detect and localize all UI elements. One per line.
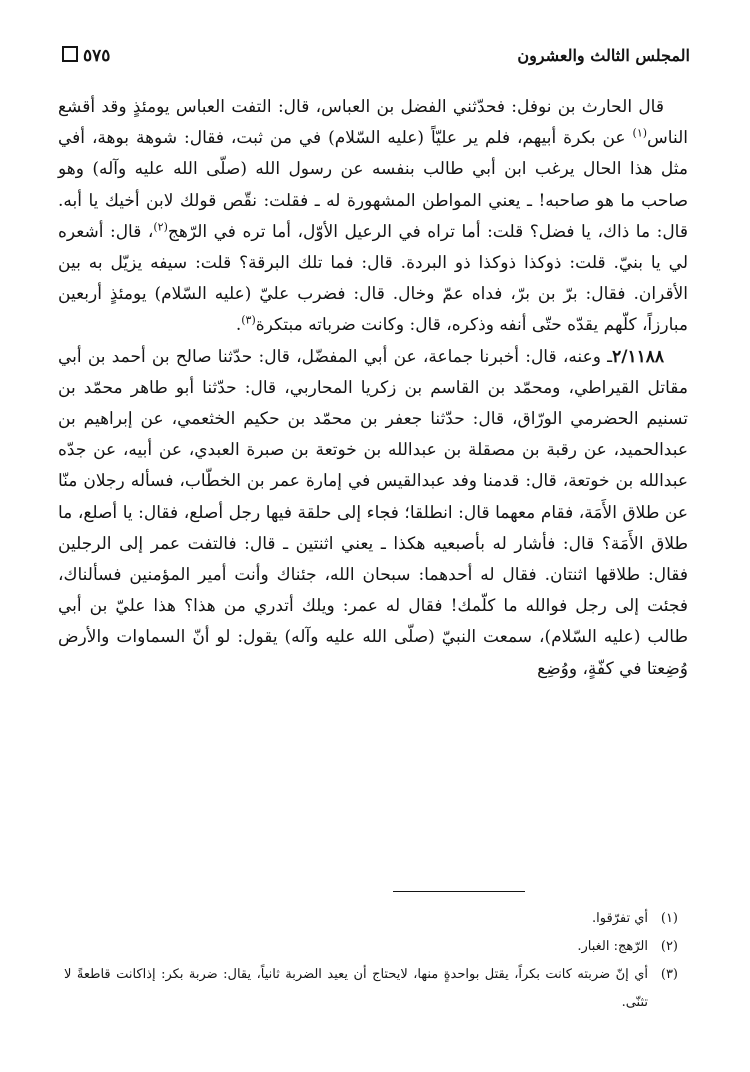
footnotes — [64, 905, 678, 1017]
footnote-marker: (١) — [632, 126, 648, 140]
footnote — [64, 905, 678, 933]
footnote-divider — [393, 891, 525, 892]
footnote — [64, 933, 678, 961]
hadith-number: ٢/١١٨٨ — [612, 346, 664, 367]
running-head-title: المجلس الثالث والعشرون — [517, 46, 690, 65]
footnote-number: (٣) — [660, 967, 678, 982]
paragraph-text: . — [235, 315, 242, 336]
footnote-marker: (٢) — [153, 220, 168, 234]
paragraph-text: ـ وعنه، قال: أخبرنا جماعة، عن أبي المفضّل، قال: حدّثنا صالح بن أحمد بن أبي مقاتل القيراطي، ومحمّد بن القاسم بن زكريا المحاربي، قال: حدّثنا أبو طاهر محمّد بن تسنيم الحضرمي الورّاق، قال: حدّثنا جعفر بن محمّد بن حكيم الخثعمي، عن إبراهيم بن عبدالحميد، عن رقبة بن مصقلة بن عبدالله بن خوتعة بن صبرة العبدي، عن أبيه، عن جدّه عبدالله بن خوتعة، قال: قدمنا وفد عبدالقيس في إمارة عمر بن الخطّاب، فسأله رجلان منّا عن طلاق الأَمَة، فقام معهما قال: انطلقا؛ فجاء إلى حلقة فيها رجل أصلع، فقال: يا أصلع، ما طلاق الأَمَة؟ قال: فأشار له بأصبعيه هكذا ـ يعني اثنتين ـ قال: فالتفت عمر إلى الرجلين فقال: طلاقها اثنتان. فقال له أحدهما: سبحان الله، جئناك وأنت أمير المؤمنين فسألناك، فجئت إلى رجل فوالله ما كلّمك! فقال له عمر: ويلك أتدري من هذا؟ هذا عليّ بن أبي طالب (عليه السّلام)، سمعت النبيّ (صلّى الله عليه وآله) يقول: لو أنّ السماوات والأرض وُضِعتا في كفّةٍ، ووُضِع — [58, 346, 688, 679]
footnote-number: (٢) — [660, 939, 678, 954]
footnote-text: أي تفرّقوا. — [592, 911, 648, 926]
paragraph-1 — [58, 92, 688, 342]
paragraph-text: قال الحارث بن نوفل: فحدّثني الفضل بن العباس، قال: التفت العباس يومئذٍ وقد أقشع الناس — [58, 97, 688, 149]
page-number-value: ٥٧٥ — [83, 46, 111, 66]
paragraph-text: ، قال: أشعره لي يا بنيّ. قلت: ذوكذا ذوكذا ذو البردة. قال: فما تلك البرقة؟ قلت: سيفه يزيّل به بين الأقران. فقال: برّ بن برّ، فداه عمّ وخال. قال: فضرب عليّ (عليه السّلام) يومئذٍ أربعين مبارزاً، كلّهم يقدّه حتّى أنفه وذكره، قال: وكانت ضرباته مبتكرة — [58, 221, 688, 336]
page-number — [62, 46, 110, 66]
paragraph-text: عن بكرة أبيهم، فلم ير عليّاً (عليه السّلام) في من ثبت، فقال: شوهة بوهة، أفي مثل هذا الحال يرغب ابن أبي طالب بنفسه عن رسول الله (صلّى الله عليه وآله) وهو صاحب ما هو صاحبه! ـ يعني المواطن المشهورة له ـ فقلت: نقّص قولك لابن أخيك يا أبه. قال: ما ذاك، يا فضل؟ قلت: أما تراه في الرعيل الأوّل، أما تره في الرّهج — [58, 128, 688, 242]
square-ornament-icon — [62, 46, 78, 62]
main-text — [58, 92, 688, 685]
footnote-text: الرّهج: الغبار. — [577, 939, 648, 954]
footnote-number: (١) — [660, 911, 678, 926]
footnote — [64, 961, 678, 1017]
footnote-marker: (٣) — [241, 313, 256, 327]
page-header — [58, 38, 692, 72]
footnote-text: أي إنّ ضربته كانت بكراً، يقتل بواحدةٍ منها، لايحتاج أن يعيد الضربة ثانياً، يقال: ضربة بكر: إذاكانت قاطعةً لا تثنّى. — [64, 967, 648, 1010]
paragraph-2 — [58, 342, 688, 685]
